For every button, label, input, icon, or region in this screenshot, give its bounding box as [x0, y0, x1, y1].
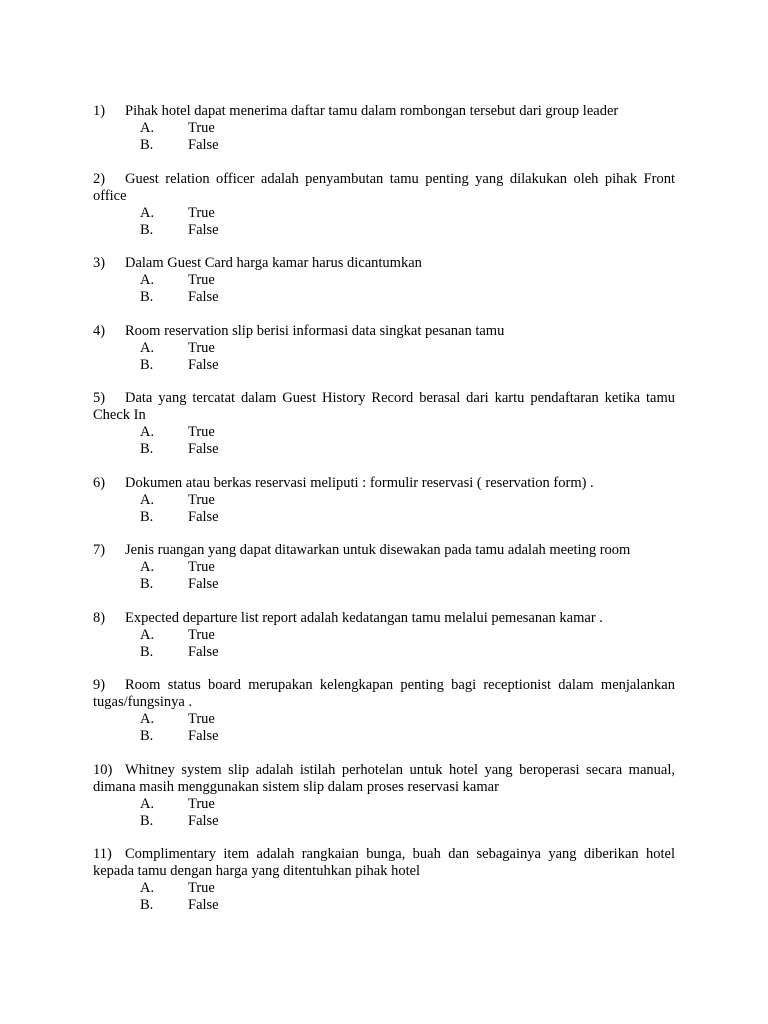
option-text: True: [188, 880, 215, 896]
option-text: True: [188, 339, 215, 356]
option-text: False: [188, 728, 219, 744]
question-text: Guest relation officer adalah penyambutan tamu penting yang dilakukan oleh pihak Front office: [93, 170, 675, 204]
option-text: True: [188, 272, 215, 288]
question-number: 10): [93, 761, 113, 778]
question-item: [93, 762, 675, 830]
answer-option: [93, 576, 675, 593]
answer-option: [93, 424, 675, 441]
answer-option: [93, 205, 675, 222]
answer-option: [93, 711, 675, 728]
option-letter: A.: [140, 339, 155, 356]
question-text: Data yang tercatat dalam Guest History Record berasal dari kartu pendaftaran ketika tamu Check In: [93, 390, 675, 423]
question-text-line: [93, 171, 675, 205]
question-number: 3): [93, 255, 106, 271]
option-letter: B.: [140, 221, 154, 238]
option-letter: A.: [140, 795, 155, 812]
option-text: False: [188, 221, 219, 238]
question-text: Pihak hotel dapat menerima daftar tamu dalam rombongan tersebut dari group leader: [125, 103, 619, 119]
option-text: True: [188, 120, 215, 136]
option-letter: A.: [140, 626, 155, 643]
option-text: True: [188, 559, 215, 575]
answer-option: [93, 627, 675, 644]
answer-option: [93, 222, 675, 239]
answer-option: [93, 340, 675, 357]
question-text: Jenis ruangan yang dapat ditawarkan untuk disewakan pada tamu adalah meeting room: [125, 542, 631, 558]
question-number: 4): [93, 322, 106, 339]
question-text: Dokumen atau berkas reservasi meliputi : formulir reservasi ( reservation form) .: [125, 474, 594, 491]
option-letter: B.: [140, 289, 154, 305]
option-text: False: [188, 289, 219, 305]
option-letter: B.: [140, 576, 154, 592]
answer-option: [93, 441, 675, 458]
question-text: Room status board merupakan kelengkapan penting bagi receptionist dalam menjalankan tugas/fungsinya .: [93, 677, 675, 710]
answer-option: [93, 120, 675, 137]
question-number: 7): [93, 542, 106, 558]
question-text-line: [93, 255, 675, 272]
question-text-line: [93, 323, 675, 340]
question-text-line: [93, 475, 675, 492]
question-text-line: [93, 846, 675, 880]
option-text: False: [188, 576, 219, 592]
question-number: 8): [93, 609, 106, 626]
answer-option: [93, 289, 675, 306]
question-item: [93, 677, 675, 745]
option-letter: B.: [140, 137, 154, 153]
question-item: [93, 103, 675, 154]
answer-option: [93, 897, 675, 914]
question-text-line: [93, 390, 675, 424]
option-text: False: [188, 812, 219, 829]
option-letter: A.: [140, 559, 155, 575]
question-text: Expected departure list report adalah kedatangan tamu melalui pemesanan kamar .: [125, 609, 603, 626]
option-letter: A.: [140, 204, 155, 221]
question-item: [93, 610, 675, 661]
question-item: [93, 390, 675, 458]
question-number: 1): [93, 103, 106, 119]
question-text: Dalam Guest Card harga kamar harus dicantumkan: [125, 255, 422, 271]
option-letter: A.: [140, 491, 155, 508]
document-page: [93, 103, 675, 931]
question-item: [93, 475, 675, 526]
question-text: Whitney system slip adalah istilah perhotelan untuk hotel yang beroperasi secara manual, dimana masih menggunakan sistem slip dalam proses reservasi kamar: [93, 761, 675, 795]
question-text-line: [93, 103, 675, 120]
option-letter: B.: [140, 643, 154, 660]
question-number: 11): [93, 846, 112, 862]
answer-option: [93, 137, 675, 154]
question-text-line: [93, 610, 675, 627]
option-text: True: [188, 795, 215, 812]
answer-option: [93, 357, 675, 374]
option-text: False: [188, 897, 219, 913]
answer-option: [93, 492, 675, 509]
option-text: True: [188, 491, 215, 508]
question-number: 2): [93, 170, 106, 187]
question-number: 5): [93, 390, 106, 406]
question-item: [93, 255, 675, 306]
option-letter: B.: [140, 508, 154, 525]
answer-option: [93, 796, 675, 813]
answer-option: [93, 813, 675, 830]
option-letter: B.: [140, 812, 154, 829]
option-letter: B.: [140, 897, 154, 913]
question-text-line: [93, 762, 675, 796]
option-letter: A.: [140, 711, 155, 727]
option-text: True: [188, 626, 215, 643]
option-letter: B.: [140, 728, 154, 744]
question-text: Room reservation slip berisi informasi data singkat pesanan tamu: [125, 322, 505, 339]
option-text: False: [188, 441, 219, 457]
question-text-line: [93, 677, 675, 711]
answer-option: [93, 728, 675, 745]
answer-option: [93, 509, 675, 526]
question-item: [93, 846, 675, 914]
option-text: False: [188, 356, 219, 373]
question-number: 6): [93, 474, 106, 491]
answer-option: [93, 644, 675, 661]
option-letter: A.: [140, 424, 155, 440]
option-text: False: [188, 137, 219, 153]
answer-option: [93, 272, 675, 289]
option-letter: B.: [140, 356, 154, 373]
option-text: False: [188, 508, 219, 525]
answer-option: [93, 559, 675, 576]
option-letter: A.: [140, 880, 155, 896]
question-text-line: [93, 542, 675, 559]
option-letter: B.: [140, 441, 154, 457]
option-letter: A.: [140, 272, 155, 288]
question-number: 9): [93, 677, 106, 693]
question-item: [93, 323, 675, 374]
question-text: Complimentary item adalah rangkaian bunga, buah dan sebagainya yang diberikan hotel kepada tamu dengan harga yang ditentuhkan pihak hotel: [93, 846, 675, 879]
option-text: True: [188, 424, 215, 440]
option-letter: A.: [140, 120, 155, 136]
option-text: True: [188, 204, 215, 221]
option-text: False: [188, 643, 219, 660]
option-text: True: [188, 711, 215, 727]
question-item: [93, 171, 675, 239]
question-item: [93, 542, 675, 593]
answer-option: [93, 880, 675, 897]
